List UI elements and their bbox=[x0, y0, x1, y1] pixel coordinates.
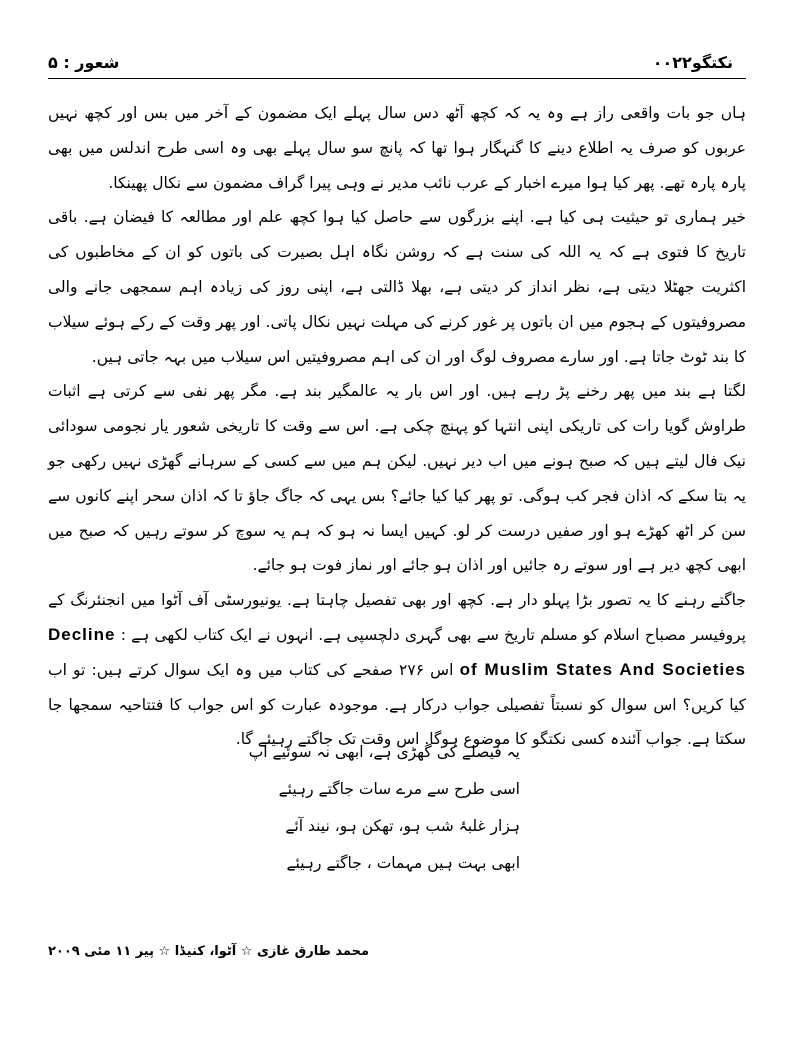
paragraph-3: لگتا ہے بند میں پھر رخنے پڑ رہے ہیں. اور اس بار یہ عالمگیر بند ہے. مگر پھر نفی سے کرتی ہے اثبات طراوش گویا رات کی تاریکی اپنی انتہا کو پہنچ چکی ہے. اس سے وقت کا تاریخی شعور یار نجومی سودائی نیک فال لیتے ہیں کہ صبح ہونے میں اب دیر نہیں. لیکن ہم میں سے کسی کے سرہانے گھڑی نہیں رکھی جو یہ بتا سکے کہ اذان فجر کب ہوگی. تو پھر کیا کیا جائے؟ بس یہی کہ جاگ جاؤ تا کہ اذان سحر اپنے کانوں سے سن کر اٹھ کھڑے ہو اور صفیں درست کر لو. کہیں ایسا نہ ہو کہ ہم یہ سوچ کر سوتے رہیں کہ صبح میں ابھی کچھ دیر ہے اور سوتے رہ جائیں اور اذان ہو جائے اور نماز فوت ہو جائے. bbox=[48, 382, 746, 575]
article-body bbox=[48, 96, 746, 757]
paragraph-4-rest: اس ۲۷۶ صفحے کی کتاب میں وہ ایک سوال کرتے ہیں: تو اب کیا کریں؟ اس سوال کو نسبتاً تفصیلی جواب درکار ہے. موجودہ عبارت کو اس جواب کا فتتاحیہ سمجھا جا سکتا ہے. جواب آئندہ کسی نکتگو کا موضوع ہوگا. اس وقت تک جاگتے رہیئے گا. bbox=[48, 660, 746, 749]
paragraph-4-intro: جاگتے رہنے کا یہ تصور بڑا پہلو دار ہے. کچھ اور بھی تفصیل چاہتا ہے. یونیورسٹی آف آٹوا میں انجنئرنگ کے پروفیسر مصباح اسلام کو مسلم تاریخ سے بھی گہری دلچسپی ہے. انہوں نے ایک کتاب لکھی ہے : bbox=[48, 591, 746, 644]
book-title: Decline of Muslim States And Societies bbox=[48, 624, 747, 679]
paragraph-4 bbox=[48, 583, 746, 757]
page-label: شعور : ۵ bbox=[48, 53, 120, 72]
paragraph-1: ہاں جو بات واقعی راز ہے وہ یہ کہ کچھ آٹھ دس سال پہلے ایک مضمون کے آخر میں بس اور کچھ نہیں عربوں کو صرف یہ اطلاع دینے کا گنہگار ہوا تھا کہ پانچ سو سال پہلے بھی وہ اسی طرح اندلس میں بھی پارہ پارہ تھے. پھر کیا ہوا میرے اخبار کے عرب نائب مدیر نے وہی پیرا گراف مضمون سے نکال پھینکا. bbox=[48, 104, 746, 192]
poem-line: اسی طرح سے مرے سات جاگتے رہیئے bbox=[278, 780, 520, 798]
paragraph-2: خیر ہماری تو حیثیت ہی کیا ہے. اپنے بزرگوں سے حاصل کیا ہوا کچھ علم اور مطالعہ کا فیضان ہے. باقی تاریخ کا فتوی ہے کہ یہ اللہ کی سنت ہے کہ روشن نگاہ اہل بصیرت کی باتوں کو ان کے مخاطبوں کی اکثریت جھٹلا دیتی ہے، نظر انداز کر دیتی ہے، بھلا ڈالتی ہے، اپنی روز کی زیادہ اہم سمجھی جانے والی مصروفیتوں کے ہجوم میں ان باتوں پر غور کرنے کی مہلت نہیں نکال پاتی. اور پھر وقت کے رکے ہوئے سیلاب کا بند ٹوٹ جاتا ہے. اور سارے مصروف لوگ اور ان کی اہم مصروفیتیں اس سیلاب میں بہہ جاتی ہیں. bbox=[48, 208, 746, 366]
poem-line: ابھی بہت ہیں مہمات ، جاگتے رہیئے bbox=[286, 854, 520, 872]
poem bbox=[248, 734, 520, 882]
poem-line: ہزار غلبۂ شب ہو، تھکن ہو، نیند آئے bbox=[285, 817, 520, 835]
poem-line: یہ فیصلے کی گھڑی ہے، ابھی نہ سوئیے آپ bbox=[248, 743, 520, 761]
author-footer: محمد طارق غازی ☆ آٹوا، کنیڈا ☆ پیر ۱۱ مئی ۲۰۰۹ bbox=[48, 944, 370, 959]
page-title: نکتگو۰۰۲۲ bbox=[652, 53, 733, 72]
header-divider bbox=[48, 78, 746, 79]
